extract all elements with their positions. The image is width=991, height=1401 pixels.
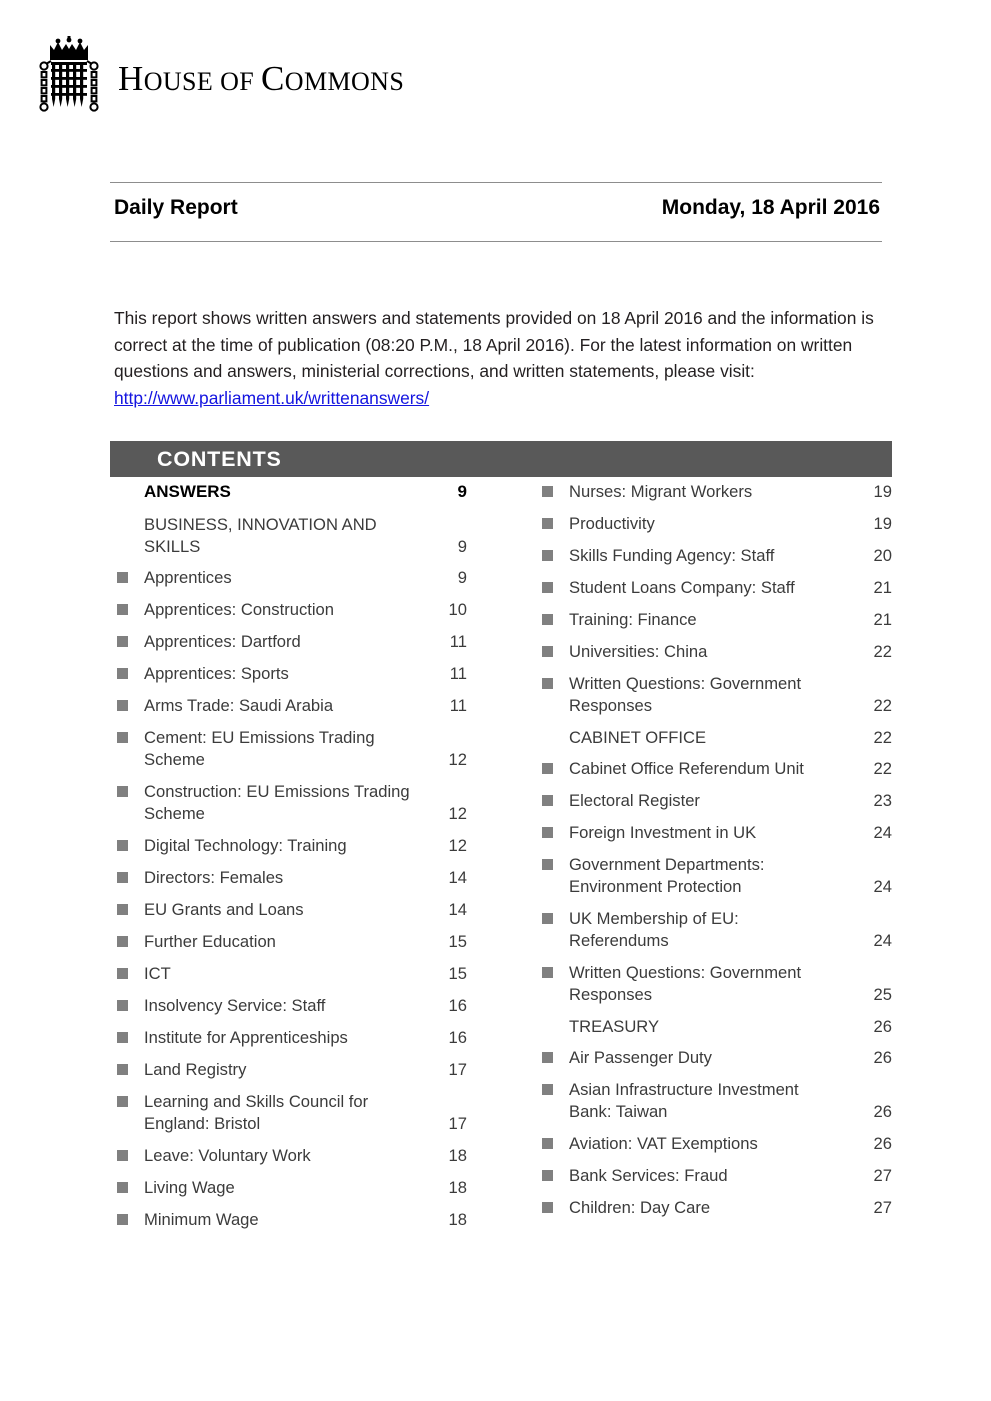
toc-department-heading[interactable] [535,1016,892,1038]
report-date: Monday, 18 April 2016 [661,196,880,219]
toc-department-heading[interactable] [110,514,467,558]
toc-bullet-cell [535,1016,569,1021]
toc-section-heading[interactable] [110,481,467,503]
toc-page-number: 17 [448,1114,467,1133]
square-bullet-icon [542,1138,553,1149]
toc-page-number: 21 [873,610,892,629]
toc-page-number: 26 [873,1017,892,1036]
written-answers-link[interactable]: http://www.parliament.uk/writtenanswers/ [114,387,430,408]
toc-entry[interactable] [110,995,467,1017]
toc-bullet-cell [535,822,569,838]
toc-bullet-cell [110,781,144,797]
square-bullet-icon [117,1000,128,1011]
square-bullet-icon [117,968,128,979]
toc-column-left [110,481,467,1241]
toc-entry-title: Skills Funding Agency: Staff [569,546,775,565]
square-bullet-icon [542,1052,553,1063]
toc-page-number: 22 [873,759,892,778]
toc-entry[interactable] [535,1047,892,1069]
square-bullet-icon [117,1096,128,1107]
toc-entry-title: Learning and Skills Council for England: Bristol [144,1092,369,1133]
portcullis-crown-icon [36,36,102,124]
report-header [114,196,880,220]
toc-page-number: 25 [873,985,892,1004]
toc-bullet-cell [110,1091,144,1107]
square-bullet-icon [117,572,128,583]
toc-entry-title: Arms Trade: Saudi Arabia [144,696,334,715]
toc-entry-title: Living Wage [144,1178,235,1197]
toc-entry-title: ANSWERS [144,482,231,501]
toc-entry-title: Apprentices [144,568,232,587]
square-bullet-icon [117,668,128,679]
toc-department-heading[interactable] [535,727,892,749]
square-bullet-icon [117,636,128,647]
square-bullet-icon [542,678,553,689]
toc-page-number: 19 [873,514,892,533]
toc-page-number: 22 [873,696,892,715]
square-bullet-icon [542,550,553,561]
toc-entry-title: Insolvency Service: Staff [144,996,326,1015]
toc-page-number: 21 [873,578,892,597]
toc-entry[interactable] [110,931,467,953]
toc-entry-title: Asian Infrastructure Investment Bank: Taiwan [569,1080,799,1121]
toc-entry[interactable] [110,835,467,857]
toc-page-number: 22 [873,728,892,747]
toc-entry[interactable] [535,481,892,503]
square-bullet-icon [542,1202,553,1213]
toc-entry-title: Nurses: Migrant Workers [569,482,753,501]
toc-page-number: 9 [457,482,467,501]
toc-entry-title: Student Loans Company: Staff [569,578,795,597]
toc-bullet-cell [110,995,144,1011]
toc-page-number: 12 [448,804,467,823]
toc-entry-title: UK Membership of EU: Referendums [569,909,739,950]
toc-entry-title: Apprentices: Construction [144,600,335,619]
toc-bullet-cell [535,1047,569,1063]
toc-entry-title: Directors: Females [144,868,284,887]
toc-entry-title: Productivity [569,514,655,533]
toc-bullet-cell [535,641,569,657]
house-of-commons-wordmark [118,58,405,100]
toc-column-right [535,481,892,1241]
toc-bullet-cell [110,1027,144,1043]
toc-entry-title: Apprentices: Sports [144,664,289,683]
table-of-contents [110,481,892,1241]
toc-bullet-cell [535,481,569,497]
square-bullet-icon [117,786,128,797]
toc-page-number: 10 [448,600,467,619]
toc-entry-title: Minimum Wage [144,1210,259,1229]
toc-entry[interactable] [535,641,892,663]
toc-entry[interactable] [535,545,892,567]
toc-bullet-cell [535,962,569,978]
square-bullet-icon [542,795,553,806]
toc-entry[interactable] [535,1133,892,1155]
toc-entry[interactable] [110,1059,467,1081]
toc-entry[interactable] [535,1165,892,1187]
toc-bullet-cell [110,835,144,851]
toc-entry-title: Construction: EU Emissions Trading Scheme [144,782,410,823]
wordmark-ommons: OMMONS [284,66,405,96]
toc-bullet-cell [110,1209,144,1225]
toc-entry-title: Electoral Register [569,791,700,810]
toc-bullet-cell [110,631,144,647]
toc-bullet-cell [110,1059,144,1075]
toc-bullet-cell [110,599,144,615]
square-bullet-icon [542,763,553,774]
toc-entry-title: Digital Technology: Training [144,836,347,855]
square-bullet-icon [117,1214,128,1225]
toc-entry-title: CABINET OFFICE [569,728,707,747]
toc-page-number: 17 [448,1060,467,1079]
toc-page-number: 19 [873,482,892,501]
toc-page-number: 24 [873,823,892,842]
toc-page-number: 27 [873,1166,892,1185]
square-bullet-icon [117,1150,128,1161]
square-bullet-icon [117,840,128,851]
intro-paragraph [114,305,882,411]
square-bullet-icon [542,967,553,978]
toc-bullet-cell [110,481,144,486]
toc-page-number: 26 [873,1102,892,1121]
toc-entry[interactable] [110,695,467,717]
toc-page-number: 26 [873,1134,892,1153]
toc-bullet-cell [110,963,144,979]
toc-page-number: 16 [448,1028,467,1047]
toc-page-number: 11 [449,632,467,651]
toc-entry-title: Government Departments: Environment Protection [569,855,765,896]
toc-bullet-cell [535,577,569,593]
toc-page-number: 24 [873,931,892,950]
square-bullet-icon [542,518,553,529]
toc-entry[interactable] [110,1027,467,1049]
toc-entry-title: Land Registry [144,1060,247,1079]
toc-entry[interactable] [110,1091,467,1135]
toc-entry[interactable] [110,899,467,921]
toc-entry[interactable] [110,599,467,621]
toc-entry-title: Institute for Apprenticeships [144,1028,348,1047]
toc-entry-title: Universities: China [569,642,708,661]
toc-entry[interactable] [535,609,892,631]
toc-page-number: 14 [448,868,467,887]
wordmark-h: H [118,58,144,98]
toc-page-number: 18 [448,1146,467,1165]
toc-page-number: 9 [457,537,467,556]
toc-entry[interactable] [110,727,467,771]
toc-entry[interactable] [535,513,892,535]
report-title: Daily Report [114,196,238,219]
toc-entry[interactable] [110,567,467,589]
toc-bullet-cell [535,1197,569,1213]
toc-entry[interactable] [535,577,892,599]
toc-bullet-cell [110,1145,144,1161]
square-bullet-icon [117,732,128,743]
toc-entry-title: Training: Finance [569,610,697,629]
toc-bullet-cell [110,695,144,711]
toc-entry[interactable] [535,854,892,898]
square-bullet-icon [117,872,128,883]
toc-entry[interactable] [110,1209,467,1231]
square-bullet-icon [117,1032,128,1043]
toc-page-number: 11 [449,696,467,715]
toc-entry[interactable] [110,1145,467,1167]
toc-bullet-cell [110,931,144,947]
wordmark-space-2 [254,67,261,96]
square-bullet-icon [117,1064,128,1075]
intro-text: This report shows written answers and statements provided on 18 April 2016 and the information is correct at the time of publication (08:20 P.M., 18 April 2016). For the latest information on written questions and answers, ministerial corrections, and written statements, please visit: [114,308,874,382]
toc-entry-title: Cement: EU Emissions Trading Scheme [144,728,375,769]
toc-entry-title: TREASURY [569,1017,660,1036]
toc-page-number: 12 [448,750,467,769]
toc-entry-title: Written Questions: Government Responses [569,674,802,715]
toc-bullet-cell [535,1165,569,1181]
toc-bullet-cell [535,673,569,689]
square-bullet-icon [542,646,553,657]
toc-bullet-cell [110,514,144,519]
toc-page-number: 14 [448,900,467,919]
toc-bullet-cell [535,790,569,806]
toc-entry-title: Written Questions: Government Responses [569,963,802,1004]
toc-entry[interactable] [535,962,892,1006]
toc-page-number: 15 [448,932,467,951]
header-rule-bottom [110,241,882,242]
toc-entry-title: Further Education [144,932,276,951]
toc-page-number: 23 [873,791,892,810]
contents-bar [110,441,892,477]
toc-entry-title: Aviation: VAT Exemptions [569,1134,758,1153]
toc-entry[interactable] [110,631,467,653]
toc-entry-title: EU Grants and Loans [144,900,304,919]
toc-bullet-cell [110,867,144,883]
square-bullet-icon [542,859,553,870]
toc-entry-title: Apprentices: Dartford [144,632,301,651]
toc-entry[interactable] [110,963,467,985]
square-bullet-icon [542,827,553,838]
square-bullet-icon [117,904,128,915]
square-bullet-icon [542,486,553,497]
toc-entry-title: BUSINESS, INNOVATION AND SKILLS [144,515,377,556]
toc-entry-title: Foreign Investment in UK [569,823,757,842]
toc-entry-title: Children: Day Care [569,1198,711,1217]
toc-entry[interactable] [535,673,892,717]
toc-bullet-cell [110,567,144,583]
square-bullet-icon [117,1182,128,1193]
wordmark-of-text: OF [220,66,255,96]
toc-entry[interactable] [535,1079,892,1123]
toc-bullet-cell [535,1133,569,1149]
toc-page-number: 27 [873,1198,892,1217]
toc-page-number: 18 [448,1178,467,1197]
toc-page-number: 9 [457,568,467,587]
toc-entry[interactable] [110,663,467,685]
contents-heading: CONTENTS [157,447,282,471]
toc-entry-title: Air Passenger Duty [569,1048,712,1067]
square-bullet-icon [542,1084,553,1095]
toc-entry-title: Cabinet Office Referendum Unit [569,759,804,778]
toc-entry[interactable] [535,908,892,952]
toc-bullet-cell [110,663,144,679]
toc-page-number: 11 [449,664,467,683]
toc-bullet-cell [110,727,144,743]
toc-page-number: 22 [873,642,892,661]
square-bullet-icon [542,1170,553,1181]
square-bullet-icon [542,582,553,593]
toc-page-number: 26 [873,1048,892,1067]
toc-entry-title: Bank Services: Fraud [569,1166,728,1185]
toc-entry[interactable] [110,781,467,825]
toc-bullet-cell [110,899,144,915]
masthead [36,34,404,126]
toc-bullet-cell [535,854,569,870]
header-rule-top [110,182,882,183]
toc-bullet-cell [535,758,569,774]
toc-page-number: 24 [873,877,892,896]
toc-page-number: 15 [448,964,467,983]
toc-bullet-cell [110,1177,144,1193]
toc-entry-title: Leave: Voluntary Work [144,1146,311,1165]
toc-bullet-cell [535,908,569,924]
square-bullet-icon [117,700,128,711]
toc-page-number: 12 [448,836,467,855]
toc-entry[interactable] [110,867,467,889]
toc-page-number: 18 [448,1210,467,1229]
toc-page-number: 20 [873,546,892,565]
toc-entry[interactable] [535,1197,892,1219]
toc-page-number: 16 [448,996,467,1015]
square-bullet-icon [117,936,128,947]
toc-entry-title: ICT [144,964,171,983]
toc-entry[interactable] [535,790,892,812]
square-bullet-icon [542,913,553,924]
toc-bullet-cell [535,727,569,732]
square-bullet-icon [117,604,128,615]
toc-entry[interactable] [110,1177,467,1199]
toc-entry[interactable] [535,758,892,780]
toc-bullet-cell [535,1079,569,1095]
wordmark-ouse: OUSE [143,66,214,96]
toc-bullet-cell [535,545,569,561]
square-bullet-icon [542,614,553,625]
wordmark-c: C [261,58,285,98]
toc-entry[interactable] [535,822,892,844]
toc-bullet-cell [535,513,569,529]
toc-bullet-cell [535,609,569,625]
